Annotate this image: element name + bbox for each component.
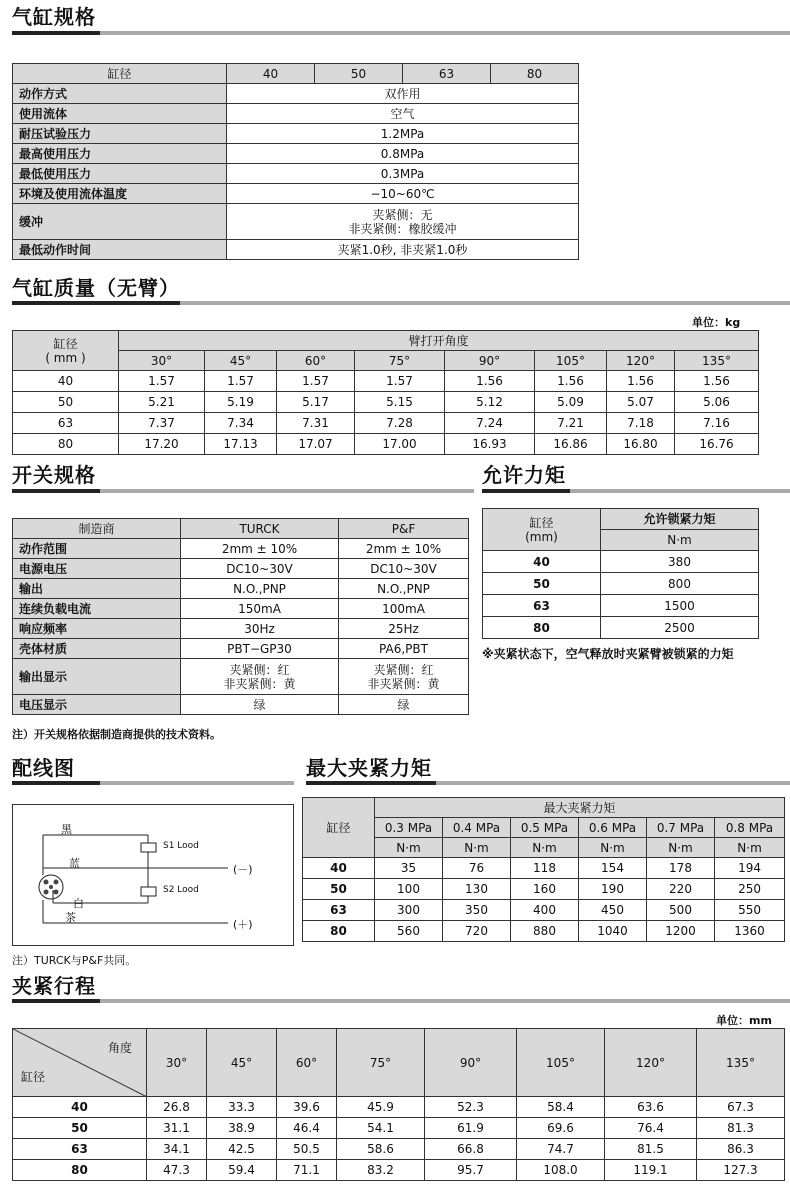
mass-value: 5.06 xyxy=(675,392,759,413)
bore-cell: 50 xyxy=(483,573,601,595)
pressure-cell: 0.6 MPa xyxy=(579,818,647,838)
torque-col-header: 允许锁紧力矩 xyxy=(601,509,759,530)
torque-cell: 35 xyxy=(375,858,443,879)
row-label: 缓冲 xyxy=(13,204,227,240)
angle-cell: 30° xyxy=(147,1029,207,1097)
max-torque-unit-row xyxy=(303,838,785,858)
torque-cell: 154 xyxy=(579,858,647,879)
bore-cell: 40 xyxy=(483,551,601,573)
bore-cell: 80 xyxy=(303,921,375,942)
torque-header-row xyxy=(483,509,759,530)
stroke-value: 76.4 xyxy=(605,1118,697,1139)
mass-section-underline xyxy=(12,301,790,305)
max-torque-col-header: 最大夹紧力矩 xyxy=(375,798,785,818)
minus-terminal: (－) xyxy=(233,863,253,876)
angle-cell: 45° xyxy=(207,1029,277,1097)
stroke-value: 50.5 xyxy=(277,1139,337,1160)
table-row xyxy=(303,879,785,900)
row-value-line: 非夹紧侧：橡胶缓冲 xyxy=(348,221,457,236)
row-value: 夹紧1.0秒, 非夹紧1.0秒 xyxy=(227,240,579,260)
stroke-value: 38.9 xyxy=(207,1118,277,1139)
row-label: 动作方式 xyxy=(13,84,227,104)
table-row xyxy=(13,619,469,639)
table-row xyxy=(483,595,759,617)
row-label: 连续负载电流 xyxy=(13,599,181,619)
bore-label: 缸径 xyxy=(529,515,554,530)
bore-cell: 63 xyxy=(13,1139,147,1160)
stroke-value: 39.6 xyxy=(277,1097,337,1118)
bore-cell: 50 xyxy=(303,879,375,900)
stroke-value: 31.1 xyxy=(147,1118,207,1139)
angle-cell: 60° xyxy=(277,1029,337,1097)
torque-bore-header xyxy=(483,509,601,551)
mass-table xyxy=(12,330,759,455)
torque-cell: 300 xyxy=(375,900,443,921)
row-label: 环境及使用流体温度 xyxy=(13,184,227,204)
stroke-value: 67.3 xyxy=(697,1097,785,1118)
bore-unit: (mm) xyxy=(525,529,558,544)
bore-label: 缸径 xyxy=(53,336,78,351)
table-row xyxy=(303,858,785,879)
mass-angles-row xyxy=(13,351,759,371)
mass-value: 17.07 xyxy=(277,434,355,455)
row-label: 输出 xyxy=(13,579,181,599)
angle-cell: 30° xyxy=(119,351,205,371)
table-row xyxy=(13,184,579,204)
row-label: 最高使用压力 xyxy=(13,144,227,164)
torque-note: ※夹紧状态下，空气释放时夹紧臂被锁紧的力矩 xyxy=(482,647,734,661)
table-row xyxy=(13,371,759,392)
wiring-section-title: 配线图 xyxy=(12,756,75,780)
angle-cell: 75° xyxy=(355,351,445,371)
pf-value: 25Hz xyxy=(339,619,469,639)
stroke-section-underline xyxy=(12,999,790,1003)
torque-section-underline xyxy=(482,489,790,493)
mass-value: 1.57 xyxy=(205,371,277,392)
table-row xyxy=(13,579,469,599)
stroke-value: 71.1 xyxy=(277,1160,337,1181)
mass-section-title: 气缸质量（无臂） xyxy=(12,276,180,300)
mass-value: 5.21 xyxy=(119,392,205,413)
mass-value: 7.37 xyxy=(119,413,205,434)
pf-value: N.O.,PNP xyxy=(339,579,469,599)
table-row xyxy=(13,659,469,695)
stroke-value: 95.7 xyxy=(425,1160,517,1181)
row-value: 0.3MPa xyxy=(227,164,579,184)
table-row xyxy=(13,1118,785,1139)
stroke-value: 63.6 xyxy=(605,1097,697,1118)
stroke-value: 83.2 xyxy=(337,1160,425,1181)
bore-corner-label: 缸径 xyxy=(21,1070,46,1084)
value-line: 非夹紧侧：黄 xyxy=(223,676,296,691)
table-row xyxy=(483,551,759,573)
stroke-value: 66.8 xyxy=(425,1139,517,1160)
row-label: 输出显示 xyxy=(13,659,181,695)
mass-value: 5.17 xyxy=(277,392,355,413)
wiring-diagram xyxy=(12,804,294,946)
mass-value: 16.76 xyxy=(675,434,759,455)
row-label: 电压显示 xyxy=(13,695,181,715)
table-row xyxy=(13,1097,785,1118)
turck-value: 30Hz xyxy=(181,619,339,639)
torque-cell: 118 xyxy=(511,858,579,879)
pf-value: 100mA xyxy=(339,599,469,619)
unit-cell: N·m xyxy=(511,838,579,858)
stroke-value: 81.3 xyxy=(697,1118,785,1139)
stroke-value: 74.7 xyxy=(517,1139,605,1160)
table-row xyxy=(13,164,579,184)
stroke-section-title: 夹紧行程 xyxy=(12,974,96,998)
bore-cell: 80 xyxy=(13,434,119,455)
mass-value: 1.56 xyxy=(445,371,535,392)
row-value xyxy=(227,204,579,240)
pressure-cell: 0.3 MPa xyxy=(375,818,443,838)
wire-brown-label: 茶 xyxy=(65,911,76,924)
row-label: 耐压试验压力 xyxy=(13,124,227,144)
mass-value: 1.57 xyxy=(355,371,445,392)
torque-cell: 178 xyxy=(647,858,715,879)
switch-note: 注）开关规格依据制造商提供的技术资料。 xyxy=(12,728,221,741)
table-row xyxy=(13,104,579,124)
bore-cell: 50 xyxy=(13,392,119,413)
torque-cell: 1200 xyxy=(647,921,715,942)
stroke-value: 33.3 xyxy=(207,1097,277,1118)
wiring-section-underline xyxy=(12,781,294,785)
pressure-cell: 0.4 MPa xyxy=(443,818,511,838)
spec-header-cell: 40 xyxy=(227,64,315,84)
row-label: 电源电压 xyxy=(13,559,181,579)
torque-table xyxy=(482,508,759,639)
turck-value: 2mm ± 10% xyxy=(181,539,339,559)
torque-unit-cell: N·m xyxy=(601,530,759,551)
switch-header-cell: TURCK xyxy=(181,519,339,539)
row-label: 最低使用压力 xyxy=(13,164,227,184)
unit-cell: N·m xyxy=(579,838,647,858)
mass-value: 5.07 xyxy=(607,392,675,413)
unit-cell: N·m xyxy=(375,838,443,858)
stroke-value: 58.4 xyxy=(517,1097,605,1118)
row-label: 壳体材质 xyxy=(13,639,181,659)
angle-cell: 75° xyxy=(337,1029,425,1097)
torque-cell: 500 xyxy=(647,900,715,921)
unit-cell: N·m xyxy=(443,838,511,858)
torque-cell: 194 xyxy=(715,858,785,879)
stroke-value: 46.4 xyxy=(277,1118,337,1139)
table-row xyxy=(13,1139,785,1160)
max-torque-section-title: 最大夹紧力矩 xyxy=(306,756,432,780)
table-row xyxy=(13,539,469,559)
pf-value: DC10~30V xyxy=(339,559,469,579)
mass-value: 7.31 xyxy=(277,413,355,434)
stroke-value: 42.5 xyxy=(207,1139,277,1160)
stroke-value: 108.0 xyxy=(517,1160,605,1181)
table-row xyxy=(13,413,759,434)
pf-value xyxy=(339,659,469,695)
angle-corner-label: 角度 xyxy=(107,1041,132,1055)
mass-value: 7.16 xyxy=(675,413,759,434)
row-label: 动作范围 xyxy=(13,539,181,559)
table-row xyxy=(483,573,759,595)
table-row xyxy=(483,617,759,639)
spec-section-underline xyxy=(12,31,790,35)
row-label: 使用流体 xyxy=(13,104,227,124)
mass-value: 1.56 xyxy=(607,371,675,392)
row-value: 1.2MPa xyxy=(227,124,579,144)
table-row xyxy=(13,599,469,619)
torque-cell: 400 xyxy=(511,900,579,921)
bore-unit: ( mm ) xyxy=(45,350,86,365)
stroke-value: 45.9 xyxy=(337,1097,425,1118)
bore-cell: 63 xyxy=(483,595,601,617)
mass-value: 7.34 xyxy=(205,413,277,434)
angle-header: 臂打开角度 xyxy=(119,331,759,351)
turck-value: PBT−GP30 xyxy=(181,639,339,659)
stroke-value: 58.6 xyxy=(337,1139,425,1160)
stroke-value: 34.1 xyxy=(147,1139,207,1160)
diagonal-divider xyxy=(13,1029,147,1097)
mass-value: 7.21 xyxy=(535,413,607,434)
bore-cell: 80 xyxy=(13,1160,147,1181)
mass-value: 7.24 xyxy=(445,413,535,434)
mass-value: 1.57 xyxy=(119,371,205,392)
spec-header-cell: 缸径 xyxy=(13,64,227,84)
torque-value: 2500 xyxy=(601,617,759,639)
row-value: 空气 xyxy=(227,104,579,124)
unit-cell: N·m xyxy=(715,838,785,858)
s1-load-label: S1 Lood xyxy=(163,841,199,851)
max-torque-table xyxy=(302,797,785,942)
spec-header-row xyxy=(13,64,579,84)
torque-cell: 880 xyxy=(511,921,579,942)
spec-table xyxy=(12,63,579,260)
mass-value: 16.80 xyxy=(607,434,675,455)
angle-cell: 60° xyxy=(277,351,355,371)
stroke-value: 47.3 xyxy=(147,1160,207,1181)
table-row xyxy=(303,900,785,921)
bore-cell: 40 xyxy=(13,1097,147,1118)
mass-header-row xyxy=(13,331,759,351)
table-row xyxy=(13,124,579,144)
table-row xyxy=(13,434,759,455)
mass-value: 5.19 xyxy=(205,392,277,413)
stroke-table-wrap xyxy=(12,1028,784,1181)
table-row xyxy=(303,921,785,942)
angle-cell: 135° xyxy=(697,1029,785,1097)
torque-value: 800 xyxy=(601,573,759,595)
torque-cell: 350 xyxy=(443,900,511,921)
wire-black-label: 黑 xyxy=(61,823,72,836)
mass-value: 1.56 xyxy=(535,371,607,392)
mass-value: 17.20 xyxy=(119,434,205,455)
stroke-value: 52.3 xyxy=(425,1097,517,1118)
angle-cell: 120° xyxy=(607,351,675,371)
torque-cell: 720 xyxy=(443,921,511,942)
table-row xyxy=(13,84,579,104)
torque-cell: 1360 xyxy=(715,921,785,942)
mass-value: 5.09 xyxy=(535,392,607,413)
pf-value: 2mm ± 10% xyxy=(339,539,469,559)
stroke-corner-cell xyxy=(13,1029,147,1097)
pressure-row xyxy=(303,818,785,838)
torque-cell: 550 xyxy=(715,900,785,921)
torque-cell: 560 xyxy=(375,921,443,942)
torque-section-title: 允许力矩 xyxy=(482,463,566,487)
mass-value: 16.93 xyxy=(445,434,535,455)
mass-value: 17.13 xyxy=(205,434,277,455)
switch-section-underline xyxy=(12,489,474,493)
stroke-value: 69.6 xyxy=(517,1118,605,1139)
turck-value: 150mA xyxy=(181,599,339,619)
stroke-table xyxy=(12,1028,785,1181)
pressure-cell: 0.8 MPa xyxy=(715,818,785,838)
table-row xyxy=(13,1160,785,1181)
value-line: 非夹紧侧：黄 xyxy=(367,676,440,691)
switch-section-title: 开关规格 xyxy=(12,463,96,487)
switch-header-cell: P&F xyxy=(339,519,469,539)
mass-value: 1.57 xyxy=(277,371,355,392)
angle-cell: 105° xyxy=(535,351,607,371)
torque-cell: 450 xyxy=(579,900,647,921)
switch-header-cell: 制造商 xyxy=(13,519,181,539)
mass-value: 7.18 xyxy=(607,413,675,434)
pf-value: PA6,PBT xyxy=(339,639,469,659)
mass-value: 16.86 xyxy=(535,434,607,455)
angle-cell: 135° xyxy=(675,351,759,371)
stroke-value: 54.1 xyxy=(337,1118,425,1139)
torque-cell: 220 xyxy=(647,879,715,900)
table-row xyxy=(13,144,579,164)
mass-value: 7.28 xyxy=(355,413,445,434)
stroke-unit: 单位：mm xyxy=(716,1014,772,1027)
table-row xyxy=(13,204,579,240)
bore-cell: 40 xyxy=(13,371,119,392)
table-row xyxy=(13,695,469,715)
wiring-note: 注）TURCK与P&F共同。 xyxy=(12,954,137,967)
torque-value: 1500 xyxy=(601,595,759,617)
mass-unit: 单位：kg xyxy=(692,316,741,329)
value-line: 夹紧侧：红 xyxy=(373,662,434,677)
table-row xyxy=(13,639,469,659)
spec-header-cell: 80 xyxy=(491,64,579,84)
stroke-value: 26.8 xyxy=(147,1097,207,1118)
bore-cell: 80 xyxy=(483,617,601,639)
torque-cell: 190 xyxy=(579,879,647,900)
bore-cell: 63 xyxy=(303,900,375,921)
torque-cell: 100 xyxy=(375,879,443,900)
stroke-value: 86.3 xyxy=(697,1139,785,1160)
bore-cell: 40 xyxy=(303,858,375,879)
row-value: 0.8MPa xyxy=(227,144,579,164)
s1-load-icon xyxy=(141,843,156,852)
max-torque-bore-header: 缸径 xyxy=(303,798,375,858)
row-value: 双作用 xyxy=(227,84,579,104)
row-label: 最低动作时间 xyxy=(13,240,227,260)
pressure-cell: 0.5 MPa xyxy=(511,818,579,838)
spec-section-title: 气缸规格 xyxy=(12,5,96,29)
angle-cell: 90° xyxy=(425,1029,517,1097)
max-torque-header-row xyxy=(303,798,785,818)
plus-terminal: (＋) xyxy=(233,918,253,931)
table-row xyxy=(13,559,469,579)
torque-cell: 1040 xyxy=(579,921,647,942)
turck-value: N.O.,PNP xyxy=(181,579,339,599)
bore-cell: 63 xyxy=(13,413,119,434)
stroke-value: 59.4 xyxy=(207,1160,277,1181)
mass-value: 17.00 xyxy=(355,434,445,455)
torque-cell: 130 xyxy=(443,879,511,900)
wire-blue-label: 蓝 xyxy=(69,857,80,870)
turck-value: DC10~30V xyxy=(181,559,339,579)
value-line: 夹紧侧：红 xyxy=(229,662,290,677)
angle-cell: 90° xyxy=(445,351,535,371)
turck-value xyxy=(181,659,339,695)
spec-header-cell: 63 xyxy=(403,64,491,84)
row-value: −10~60℃ xyxy=(227,184,579,204)
unit-cell: N·m xyxy=(647,838,715,858)
turck-value: 绿 xyxy=(181,695,339,715)
stroke-value: 81.5 xyxy=(605,1139,697,1160)
stroke-value: 61.9 xyxy=(425,1118,517,1139)
stroke-header-row xyxy=(13,1029,785,1097)
switch-header-row xyxy=(13,519,469,539)
angle-cell: 45° xyxy=(205,351,277,371)
row-label: 响应频率 xyxy=(13,619,181,639)
angle-cell: 120° xyxy=(605,1029,697,1097)
mass-value: 5.12 xyxy=(445,392,535,413)
mass-value: 5.15 xyxy=(355,392,445,413)
torque-value: 380 xyxy=(601,551,759,573)
angle-cell: 105° xyxy=(517,1029,605,1097)
max-torque-section-underline xyxy=(306,781,790,785)
row-value-line: 夹紧侧：无 xyxy=(372,207,433,222)
spec-header-cell: 50 xyxy=(315,64,403,84)
stroke-value: 119.1 xyxy=(605,1160,697,1181)
mass-bore-header xyxy=(13,331,119,371)
table-row xyxy=(13,392,759,413)
bore-cell: 50 xyxy=(13,1118,147,1139)
torque-cell: 250 xyxy=(715,879,785,900)
s2-load-icon xyxy=(141,887,156,896)
switch-table xyxy=(12,518,469,715)
pf-value: 绿 xyxy=(339,695,469,715)
s2-load-label: S2 Lood xyxy=(163,885,199,895)
pressure-cell: 0.7 MPa xyxy=(647,818,715,838)
wire-white-label: 白 xyxy=(73,897,84,910)
mass-value: 1.56 xyxy=(675,371,759,392)
torque-cell: 160 xyxy=(511,879,579,900)
table-row xyxy=(13,240,579,260)
torque-cell: 76 xyxy=(443,858,511,879)
stroke-value: 127.3 xyxy=(697,1160,785,1181)
